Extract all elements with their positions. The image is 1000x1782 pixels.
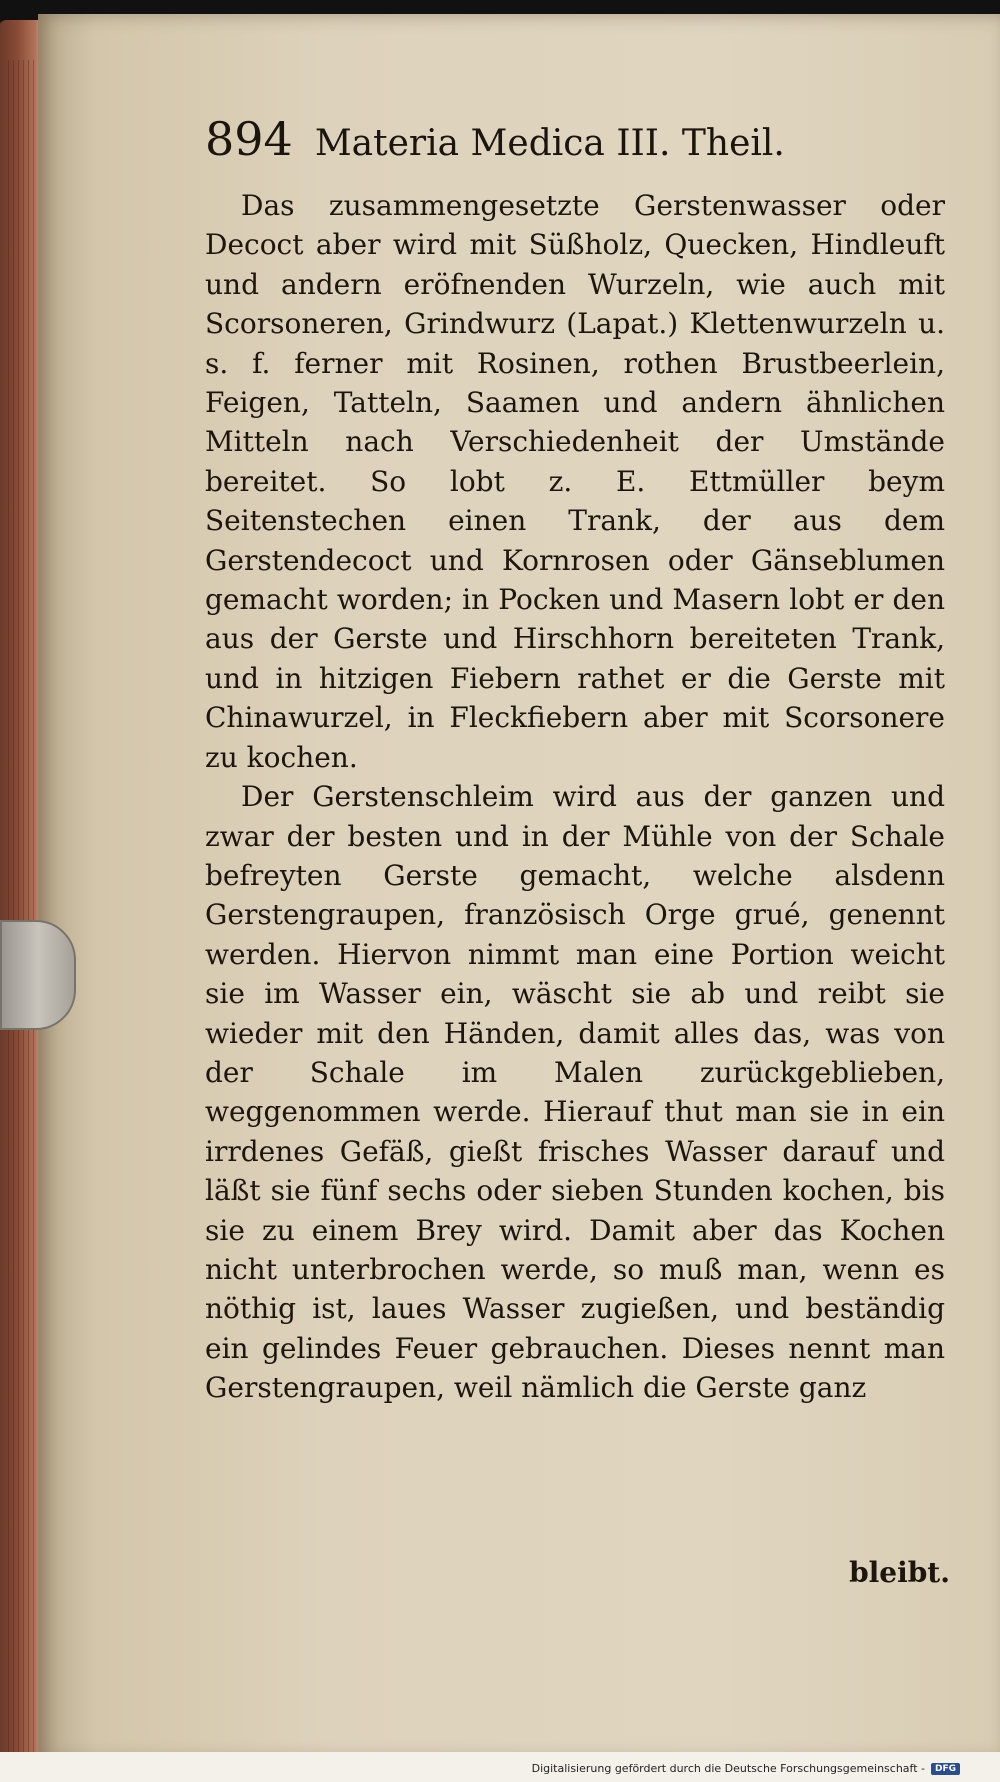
page-clip (0, 920, 76, 1030)
digitization-credit (532, 1762, 960, 1775)
dfg-logo-icon: DFG (931, 1763, 960, 1775)
page-number: 894 (205, 112, 293, 166)
running-title: Materia Medica III. Theil. (314, 123, 785, 164)
credit-text: Digitalisierung gefördert durch die Deutsche Forschungsgemeinschaft - (531, 1762, 925, 1775)
body-text (205, 186, 945, 1408)
page-edge-lines (8, 60, 38, 1760)
page-header (205, 112, 945, 166)
catchword: bleibt. (849, 1556, 950, 1589)
paragraph-2: Der Gerstenschleim wird aus der ganzen und zwar der besten und in der Mühle von der Schale befreyten Gerste gemacht, welche alsdenn Gerstengraupen, französisch Orge grué, genennt werden. Hiervon nimmt man eine Portion weicht sie im Wasser ein, wäscht sie ab und reibt sie wieder mit den Händen, damit alles das, was von der Schale im Malen zurückgeblieben, weggenommen werde. Hierauf thut man sie in ein irrdenes Gefäß, gießt frisches Wasser darauf und läßt sie fünf sechs oder sieben Stunden kochen, bis sie zu einem Brey wird. Damit aber das Kochen nicht unterbrochen werde, so muß man, wenn es nöthig ist, laues Wasser zugießen, und beständig ein gelindes Feuer gebrauchen. Dieses nennt man Gerstengraupen, weil nämlich die Gerste ganz (205, 780, 945, 1405)
paragraph-1: Das zusammengesetzte Gerstenwasser oder Decoct aber wird mit Süßholz, Quecken, Hindleuft und andern eröfnenden Wurzeln, wie auch mit Scorsoneren, Grindwurz (Lapat.) Klettenwurzeln u. s. f. ferner mit Rosinen, rothen Brustbeerlein, Feigen, Tatteln, Saamen und andern ähnlichen Mitteln nach Verschiedenheit der Umstände bereitet. So lobt z. E. Ettmüller beym Seitenstechen einen Trank, der aus dem Gerstendecoct und Kornrosen oder Gänseblumen gemacht worden; in Pocken und Masern lobt er den aus der Gerste und Hirschhorn bereiteten Trank, und in hitzigen Fiebern rathet er die Gerste mit Chinawurzel, in Fleckfiebern aber mit Scorsonere zu kochen. (205, 189, 945, 774)
